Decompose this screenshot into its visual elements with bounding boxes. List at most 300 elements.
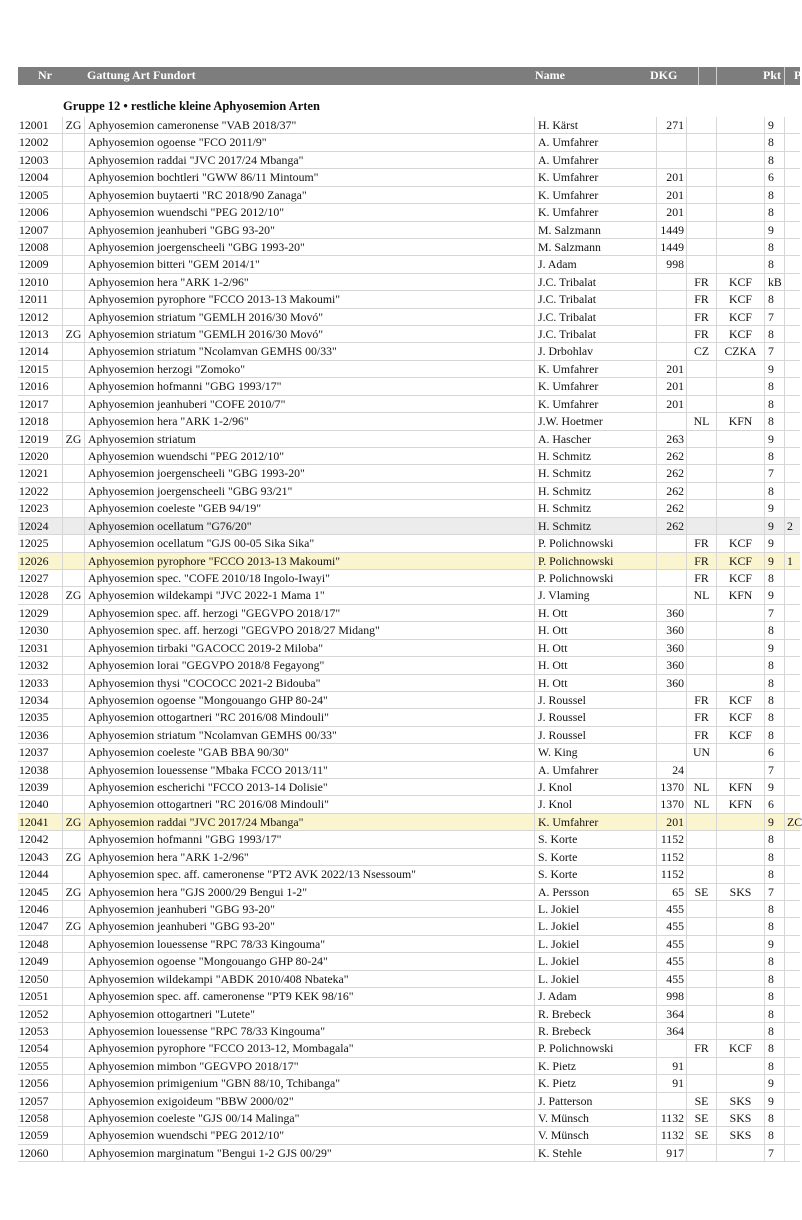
cell-gattung-art-fundort: Aphyosemion ocellatum "GJS 00-05 Sika Sika" [84,535,534,551]
cell-extra [784,500,800,516]
cell-zg [62,535,84,551]
cell-dkg: 1132 [656,1127,686,1143]
cell-gattung-art-fundort: Aphyosemion herzogi "Zomoko" [84,361,534,377]
cell-land [686,866,716,882]
cell-name: J. Patterson [534,1093,656,1109]
cell-extra [784,657,800,673]
cell-extra [784,936,800,952]
cell-nr: 12012 [19,309,49,324]
cell-nr: 12025 [19,536,49,551]
cell-verein: KCF [716,692,764,708]
header-gattung-art-fundort: Gattung Art Fundort [87,68,196,82]
cell-land [686,204,716,220]
cell-dkg [656,1040,686,1056]
cell-verein [716,204,764,220]
cell-verein: CZKA [716,343,764,359]
cell-pkt: 8 [764,866,784,882]
cell-name: J. Knol [534,796,656,812]
cell-pkt: 8 [764,256,784,272]
cell-name: V. Münsch [534,1127,656,1143]
table-row [18,971,800,988]
cell-pkt: 9 [764,587,784,603]
cell-gattung-art-fundort: Aphyosemion hera "ARK 1-2/96" [84,274,534,290]
cell-verein [716,953,764,969]
table-row [18,553,800,570]
cell-name: P. Polichnowski [534,553,656,569]
cell-land [686,500,716,516]
cell-zg [62,762,84,778]
cell-zg [62,256,84,272]
cell-gattung-art-fundort: Aphyosemion pyrophore "FCCO 2013-13 Makoumi" [84,553,534,569]
cell-zg: ZG [62,814,84,830]
cell-zg [62,152,84,168]
cell-dkg [656,570,686,586]
cell-gattung-art-fundort: Aphyosemion escherichi "FCCO 2013-14 Dolisie" [84,779,534,795]
cell-nr: 12027 [19,570,49,585]
cell-nr: 12041 [19,814,49,829]
cell-pkt: 7 [764,343,784,359]
cell-zg [62,1006,84,1022]
cell-extra [784,622,800,638]
cell-verein [716,169,764,185]
cell-name: P. Polichnowski [534,570,656,586]
cell-land [686,640,716,656]
cell-pkt: 9 [764,936,784,952]
cell-verein: KFN [716,779,764,795]
table-row [18,187,800,204]
cell-verein [716,762,764,778]
cell-pkt: 6 [764,169,784,185]
cell-name: J.C. Tribalat [534,309,656,325]
cell-extra [784,1110,800,1126]
cell-zg [62,570,84,586]
cell-verein [716,622,764,638]
cell-verein [716,1006,764,1022]
cell-dkg [656,291,686,307]
table-row [18,762,800,779]
cell-land: FR [686,1040,716,1056]
cell-gattung-art-fundort: Aphyosemion ogoense "FCO 2011/9" [84,134,534,150]
cell-zg [62,1093,84,1109]
cell-zg [62,1058,84,1074]
cell-nr: 12055 [19,1058,49,1073]
cell-land [686,378,716,394]
cell-name: R. Brebeck [534,1023,656,1039]
cell-gattung-art-fundort: Aphyosemion hera "ARK 1-2/96" [84,413,534,429]
cell-pkt: 8 [764,396,784,412]
cell-gattung-art-fundort: Aphyosemion raddai "JVC 2017/24 Mbanga" [84,814,534,830]
cell-pkt: 7 [764,605,784,621]
cell-name: P. Polichnowski [534,535,656,551]
cell-pkt: 8 [764,692,784,708]
cell-pkt: 8 [764,1058,784,1074]
cell-name: H. Schmitz [534,465,656,481]
cell-land: FR [686,570,716,586]
table-row [18,1023,800,1040]
cell-verein: KFN [716,413,764,429]
cell-dkg: 201 [656,378,686,394]
cell-nr: 12005 [19,187,49,202]
cell-nr: 12032 [19,658,49,673]
cell-name: R. Brebeck [534,1006,656,1022]
group-title: Gruppe 12 • restliche kleine Aphyosemion Arten [63,99,320,113]
table-row [18,343,800,360]
cell-zg [62,239,84,255]
cell-verein: SKS [716,884,764,900]
cell-land [686,448,716,464]
cell-pkt: 8 [764,187,784,203]
cell-dkg: 360 [656,622,686,638]
cell-extra [784,326,800,342]
table-row [18,744,800,761]
cell-pkt: 8 [764,1110,784,1126]
cell-nr: 12047 [19,919,49,934]
cell-land: FR [686,692,716,708]
cell-land [686,918,716,934]
cell-verein [716,640,764,656]
cell-extra [784,222,800,238]
cell-gattung-art-fundort: Aphyosemion hofmanni "GBG 1993/17" [84,831,534,847]
cell-name: J. Knol [534,779,656,795]
cell-verein [716,431,764,447]
cell-land: FR [686,553,716,569]
cell-land [686,849,716,865]
cell-zg: ZG [62,587,84,603]
cell-nr: 12004 [19,170,49,185]
cell-gattung-art-fundort: Aphyosemion ogoense "Mongouango GHP 80-24" [84,692,534,708]
cell-gattung-art-fundort: Aphyosemion striatum "GEMLH 2016/30 Movó" [84,309,534,325]
cell-name: K. Umfahrer [534,814,656,830]
cell-verein [716,866,764,882]
cell-verein [716,988,764,1004]
table-row [18,587,800,604]
cell-pkt: 8 [764,831,784,847]
table-header [18,67,800,85]
table-row [18,709,800,726]
cell-verein: KCF [716,709,764,725]
cell-nr: 12029 [19,605,49,620]
cell-land: NL [686,587,716,603]
header-extra: P [794,68,802,82]
cell-nr: 12028 [19,588,49,603]
cell-name: M. Salzmann [534,239,656,255]
cell-zg [62,901,84,917]
cell-dkg: 91 [656,1075,686,1091]
cell-verein [716,152,764,168]
cell-land [686,117,716,133]
cell-dkg: 455 [656,971,686,987]
cell-dkg: 1132 [656,1110,686,1126]
cell-zg [62,274,84,290]
cell-zg [62,1127,84,1143]
cell-nr: 12020 [19,449,49,464]
cell-gattung-art-fundort: Aphyosemion louessense "RPC 78/33 Kingouma" [84,936,534,952]
cell-land: SE [686,884,716,900]
cell-verein [716,117,764,133]
cell-gattung-art-fundort: Aphyosemion joergenscheeli "GBG 1993-20" [84,239,534,255]
cell-gattung-art-fundort: Aphyosemion pyrophore "FCCO 2013-12, Mombagala" [84,1040,534,1056]
cell-extra [784,675,800,691]
cell-verein [716,657,764,673]
cell-name: H. Ott [534,605,656,621]
cell-name: K. Umfahrer [534,169,656,185]
cell-dkg: 262 [656,518,686,534]
cell-nr: 12060 [19,1145,49,1160]
cell-zg [62,727,84,743]
cell-dkg [656,413,686,429]
cell-pkt: 7 [764,1145,784,1161]
table-row [18,1075,800,1092]
cell-land: SE [686,1093,716,1109]
cell-nr: 12013 [19,327,49,342]
cell-dkg: 364 [656,1023,686,1039]
cell-extra [784,709,800,725]
cell-extra [784,448,800,464]
cell-extra [784,1145,800,1161]
cell-pkt: 9 [764,518,784,534]
cell-zg [62,465,84,481]
cell-gattung-art-fundort: Aphyosemion louessense "RPC 78/33 Kingouma" [84,1023,534,1039]
cell-pkt: 9 [764,553,784,569]
cell-pkt: 9 [764,1075,784,1091]
table-row [18,535,800,552]
cell-pkt: 8 [764,483,784,499]
cell-extra [784,1093,800,1109]
cell-nr: 12046 [19,901,49,916]
cell-dkg: 1152 [656,849,686,865]
cell-land [686,605,716,621]
cell-dkg: 455 [656,918,686,934]
cell-verein [716,134,764,150]
cell-verein [716,1075,764,1091]
cell-gattung-art-fundort: Aphyosemion primigenium "GBN 88/10, Tchibanga" [84,1075,534,1091]
cell-name: L. Jokiel [534,918,656,934]
cell-name: S. Korte [534,831,656,847]
cell-nr: 12021 [19,466,49,481]
cell-name: S. Korte [534,849,656,865]
cell-dkg [656,1093,686,1109]
cell-verein [716,936,764,952]
cell-verein [716,971,764,987]
cell-name: P. Polichnowski [534,1040,656,1056]
table-row [18,1058,800,1075]
cell-zg [62,448,84,464]
cell-name: H. Schmitz [534,518,656,534]
cell-pkt: 8 [764,953,784,969]
header-pkt: Pkt [763,68,781,82]
cell-dkg: 360 [656,675,686,691]
cell-verein [716,849,764,865]
cell-gattung-art-fundort: Aphyosemion coeleste "GJS 00/14 Malinga" [84,1110,534,1126]
cell-land: FR [686,274,716,290]
cell-gattung-art-fundort: Aphyosemion coeleste "GAB BBA 90/30" [84,744,534,760]
cell-name: H. Ott [534,657,656,673]
cell-gattung-art-fundort: Aphyosemion ottogartneri "RC 2016/08 Mindouli" [84,796,534,812]
cell-zg [62,134,84,150]
cell-zg [62,657,84,673]
cell-dkg [656,134,686,150]
cell-name: L. Jokiel [534,901,656,917]
cell-gattung-art-fundort: Aphyosemion jeanhuberi "GBG 93-20" [84,918,534,934]
cell-land [686,239,716,255]
cell-pkt: 8 [764,727,784,743]
cell-nr: 12011 [19,292,49,307]
cell-verein: KCF [716,1040,764,1056]
cell-gattung-art-fundort: Aphyosemion bochtleri "GWW 86/11 Mintoum" [84,169,534,185]
cell-verein [716,256,764,272]
cell-gattung-art-fundort: Aphyosemion spec. aff. cameronense "PT2 AVK 2022/13 Nsessoum" [84,866,534,882]
cell-zg: ZG [62,918,84,934]
cell-pkt: 8 [764,570,784,586]
cell-nr: 12042 [19,832,49,847]
cell-name: K. Umfahrer [534,204,656,220]
cell-pkt: 7 [764,762,784,778]
table-row [18,378,800,395]
table-row [18,1110,800,1127]
cell-extra [784,465,800,481]
cell-land [686,1145,716,1161]
cell-extra [784,971,800,987]
cell-nr: 12015 [19,361,49,376]
cell-name: A. Umfahrer [534,134,656,150]
cell-name: M. Salzmann [534,222,656,238]
cell-land [686,657,716,673]
cell-land [686,953,716,969]
cell-land: SE [686,1127,716,1143]
cell-nr: 12059 [19,1128,49,1143]
table-row [18,640,800,657]
cell-land: NL [686,796,716,812]
cell-pkt: 8 [764,622,784,638]
cell-verein [716,605,764,621]
cell-dkg: 360 [656,657,686,673]
cell-zg [62,692,84,708]
cell-name: W. King [534,744,656,760]
cell-land [686,483,716,499]
cell-name: K. Umfahrer [534,396,656,412]
cell-pkt: 9 [764,222,784,238]
cell-name: J. Adam [534,256,656,272]
cell-extra [784,204,800,220]
cell-nr: 12009 [19,257,49,272]
cell-extra [784,796,800,812]
cell-pkt: 9 [764,431,784,447]
cell-extra [784,692,800,708]
cell-land [686,169,716,185]
cell-dkg [656,553,686,569]
cell-land: FR [686,291,716,307]
cell-name: A. Umfahrer [534,152,656,168]
cell-zg [62,953,84,969]
cell-dkg: 24 [656,762,686,778]
cell-nr: 12014 [19,344,49,359]
cell-zg: ZG [62,326,84,342]
cell-name: A. Hascher [534,431,656,447]
table-row [18,814,800,831]
cell-gattung-art-fundort: Aphyosemion spec. aff. cameronense "PT9 KEK 98/16" [84,988,534,1004]
cell-nr: 12016 [19,379,49,394]
cell-nr: 12053 [19,1023,49,1038]
header-divider [698,67,699,85]
header-divider [716,67,717,85]
cell-extra [784,849,800,865]
cell-name: H. Schmitz [534,483,656,499]
cell-name: J.C. Tribalat [534,291,656,307]
cell-verein [716,675,764,691]
cell-gattung-art-fundort: Aphyosemion buytaerti "RC 2018/90 Zanaga" [84,187,534,203]
cell-dkg: 262 [656,483,686,499]
cell-extra [784,866,800,882]
cell-zg [62,709,84,725]
cell-nr: 12035 [19,710,49,725]
cell-gattung-art-fundort: Aphyosemion wuendschi "PEG 2012/10" [84,1127,534,1143]
cell-gattung-art-fundort: Aphyosemion wildekampi "JVC 2022-1 Mama 1" [84,587,534,603]
cell-nr: 12057 [19,1093,49,1108]
cell-name: J. Drbohlav [534,343,656,359]
cell-gattung-art-fundort: Aphyosemion exigoideum "BBW 2000/02" [84,1093,534,1109]
cell-dkg [656,326,686,342]
cell-verein [716,483,764,499]
cell-verein: SKS [716,1110,764,1126]
table-row [18,796,800,813]
cell-nr: 12050 [19,971,49,986]
table-row [18,274,800,291]
cell-dkg: 201 [656,204,686,220]
cell-pkt: 8 [764,918,784,934]
cell-dkg [656,709,686,725]
cell-zg [62,605,84,621]
cell-gattung-art-fundort: Aphyosemion wuendschi "PEG 2012/10" [84,204,534,220]
cell-zg [62,518,84,534]
cell-gattung-art-fundort: Aphyosemion bitteri "GEM 2014/1" [84,256,534,272]
cell-nr: 12019 [19,431,49,446]
cell-nr: 12024 [19,518,49,533]
cell-verein: KFN [716,587,764,603]
cell-verein [716,901,764,917]
cell-extra: 2 [784,518,800,534]
table-row [18,413,800,430]
cell-verein [716,239,764,255]
table-row [18,779,800,796]
cell-dkg: 262 [656,465,686,481]
cell-gattung-art-fundort: Aphyosemion wuendschi "PEG 2012/10" [84,448,534,464]
cell-land [686,518,716,534]
cell-extra [784,361,800,377]
cell-extra [784,169,800,185]
cell-name: J. Adam [534,988,656,1004]
cell-extra [784,134,800,150]
cell-verein [716,465,764,481]
cell-dkg [656,692,686,708]
cell-land: FR [686,309,716,325]
cell-gattung-art-fundort: Aphyosemion ottogartneri "Lutete" [84,1006,534,1022]
cell-zg [62,866,84,882]
table-row [18,431,800,448]
cell-extra [784,727,800,743]
cell-gattung-art-fundort: Aphyosemion ocellatum "G76/20" [84,518,534,534]
cell-nr: 12036 [19,727,49,742]
cell-verein [716,187,764,203]
cell-name: K. Umfahrer [534,361,656,377]
cell-extra [784,1075,800,1091]
cell-name: H. Ott [534,640,656,656]
cell-extra [784,779,800,795]
cell-extra [784,587,800,603]
cell-zg [62,1023,84,1039]
table-row [18,1145,800,1162]
cell-pkt: 8 [764,657,784,673]
cell-zg: ZG [62,849,84,865]
